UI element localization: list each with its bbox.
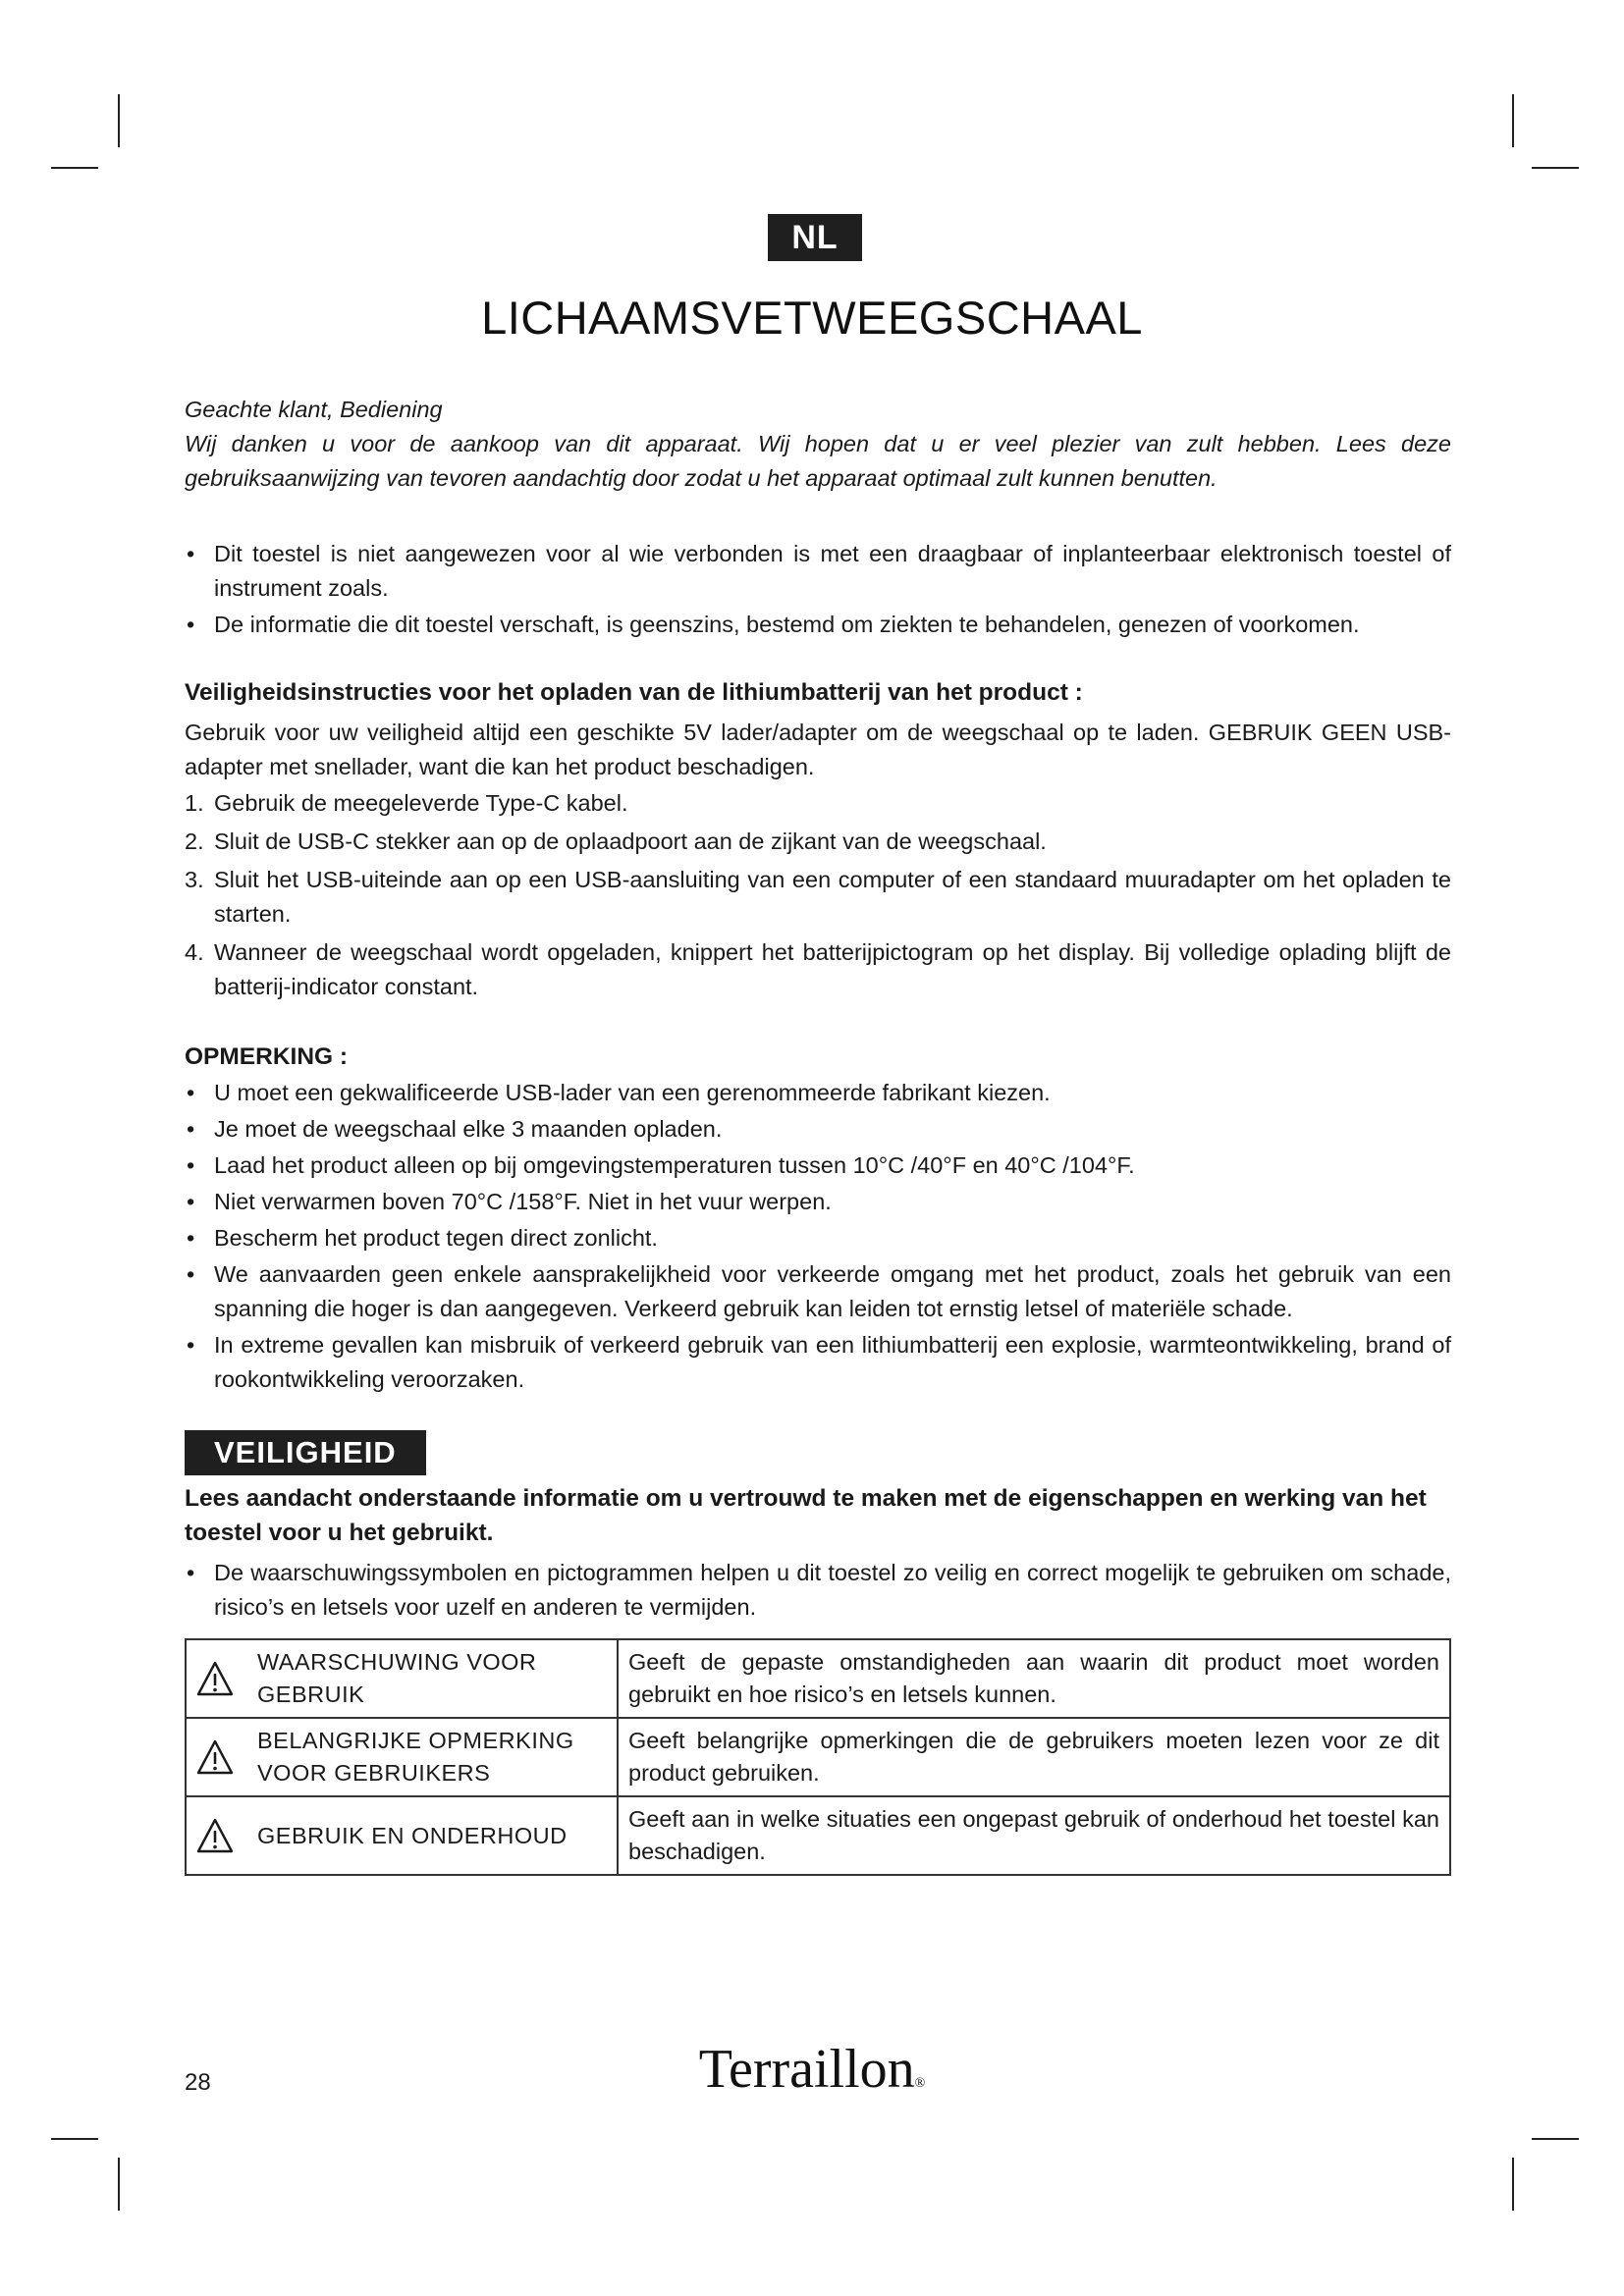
intro-salutation: Geachte klant, Bediening bbox=[185, 397, 443, 422]
safety-banner: VEILIGHEID bbox=[185, 1430, 426, 1475]
symbol-cell bbox=[186, 1639, 618, 1718]
battery-paragraph: Gebruik voor uw veiligheid altijd een geschikte 5V lader/adapter om de weegschaal op te laden. GEBRUIK GEEN USB-adapter met snellader, want die kan het product beschadigen. bbox=[185, 720, 1451, 779]
crop-mark bbox=[51, 167, 98, 169]
step-number: 3. bbox=[185, 867, 204, 892]
symbol-label: WAARSCHUWING VOOR GEBRUIK bbox=[257, 1649, 537, 1707]
step-text: Sluit het USB-uiteinde aan op een USB-aansluiting van een computer of een standaard muuradapter om het opladen te starten. bbox=[214, 867, 1451, 927]
language-badge: NL bbox=[768, 214, 862, 261]
list-item bbox=[185, 786, 1451, 821]
crop-mark bbox=[1512, 94, 1514, 147]
list-item: • De waarschuwingssymbolen en pictogrammen helpen u dit toestel zo veilig en correct mogelijk te gebruiken om schade, risico’s en letsels voor uzelf en anderen te vermijden. bbox=[185, 1556, 1451, 1625]
symbols-table bbox=[185, 1638, 1451, 1876]
intro bbox=[185, 393, 1451, 496]
crop-mark bbox=[1532, 2138, 1579, 2140]
symbol-label: GEBRUIK EN ONDERHOUD bbox=[257, 1822, 568, 1848]
symbol-cell bbox=[186, 1796, 618, 1875]
charging-steps bbox=[185, 786, 1451, 1004]
symbol-label: BELANGRIJKE OPMERKING VOOR GEBRUIKERS bbox=[257, 1728, 574, 1786]
page-number: 28 bbox=[185, 2069, 211, 2096]
crop-mark bbox=[1512, 2158, 1514, 2211]
battery-heading: Veiligheidsinstructies voor het opladen van de lithiumbatterij van het product : bbox=[185, 679, 1083, 706]
list-item: • We aanvaarden geen enkele aansprakelijkheid voor verkeerde omgang met het product, zoals het gebruik van een spanning die hoger is dan aangegeven. Verkeerd gebruik kan leiden tot ernstig letsel of materiële schade. bbox=[185, 1257, 1451, 1326]
safety-section bbox=[185, 1430, 1451, 1876]
intro-text: Wij danken u voor de aankoop van dit apparaat. Wij hopen dat u er veel plezier van zult hebben. Lees deze gebruiksaanwijzing van tevoren aandachtig door zodat u het apparaat optimaal zult kunnen benutten. bbox=[185, 431, 1451, 491]
document-body bbox=[185, 393, 1451, 1876]
step-number: 1. bbox=[185, 790, 204, 816]
list-item: • Bescherm het product tegen direct zonlicht. bbox=[185, 1221, 1451, 1255]
crop-mark bbox=[1532, 167, 1579, 169]
warnings-list bbox=[185, 537, 1451, 642]
step-text: Gebruik de meegeleverde Type-C kabel. bbox=[214, 790, 628, 816]
list-item: • De informatie die dit toestel verschaft, is geenszins, bestemd om ziekten te behandelen, genezen of voorkomen. bbox=[185, 608, 1451, 642]
symbol-description: Geeft de gepaste omstandigheden aan waarin dit product moet worden gebruikt en hoe risico’s en letsels kunnen. bbox=[618, 1639, 1450, 1718]
table-row bbox=[186, 1639, 1450, 1718]
safety-lead: Lees aandacht onderstaande informatie om u vertrouwd te maken met de eigenschappen en werking van het toestel voor u het gebruikt. bbox=[185, 1485, 1427, 1546]
battery-section bbox=[185, 675, 1451, 1004]
table-row bbox=[186, 1796, 1450, 1875]
warning-triangle-icon bbox=[196, 1818, 234, 1853]
note-section bbox=[185, 1040, 1451, 1397]
crop-mark bbox=[118, 94, 120, 147]
brand-name: Terraillon bbox=[698, 2039, 915, 2100]
note-list bbox=[185, 1076, 1451, 1397]
note-heading: OPMERKING : bbox=[185, 1043, 349, 1070]
list-item: • Niet verwarmen boven 70°C /158°F. Niet in het vuur werpen. bbox=[185, 1185, 1451, 1219]
symbol-description: Geeft belangrijke opmerkingen die de gebruikers moeten lezen voor ze dit product gebruiken. bbox=[618, 1718, 1450, 1796]
list-item: • Je moet de weegschaal elke 3 maanden opladen. bbox=[185, 1112, 1451, 1147]
list-item bbox=[185, 863, 1451, 932]
list-item bbox=[185, 935, 1451, 1004]
registered-mark: ® bbox=[914, 2076, 926, 2091]
list-item bbox=[185, 825, 1451, 859]
list-item: • In extreme gevallen kan misbruik of verkeerd gebruik van een lithiumbatterij een explosie, warmteontwikkeling, brand of rookontwikkeling veroorzaken. bbox=[185, 1328, 1451, 1397]
crop-mark bbox=[51, 2138, 98, 2140]
list-item: • Dit toestel is niet aangewezen voor al wie verbonden is met een draagbaar of inplanteerbaar elektronisch toestel of instrument zoals. bbox=[185, 537, 1451, 606]
brand-logo bbox=[0, 2038, 1624, 2101]
step-text: Sluit de USB-C stekker aan op de oplaadpoort aan de zijkant van de weegschaal. bbox=[214, 828, 1047, 854]
crop-mark bbox=[118, 2158, 120, 2211]
symbol-description: Geeft aan in welke situaties een ongepast gebruik of onderhoud het toestel kan beschadigen. bbox=[618, 1796, 1450, 1875]
page-title: LICHAAMSVETWEEGSCHAAL bbox=[481, 292, 1143, 344]
list-item: • U moet een gekwalificeerde USB-lader van een gerenommeerde fabrikant kiezen. bbox=[185, 1076, 1451, 1110]
warning-triangle-icon bbox=[196, 1739, 234, 1775]
symbol-cell bbox=[186, 1718, 618, 1796]
table-row bbox=[186, 1718, 1450, 1796]
step-text: Wanneer de weegschaal wordt opgeladen, knippert het batterijpictogram op het display. Bij volledige oplading blijft de batterij-indicator constant. bbox=[214, 939, 1451, 999]
step-number: 4. bbox=[185, 939, 204, 965]
warning-triangle-icon bbox=[196, 1661, 234, 1696]
list-item: • Laad het product alleen op bij omgevingstemperaturen tussen 10°C /40°F en 40°C /104°F. bbox=[185, 1148, 1451, 1183]
safety-list bbox=[185, 1556, 1451, 1625]
step-number: 2. bbox=[185, 828, 204, 854]
